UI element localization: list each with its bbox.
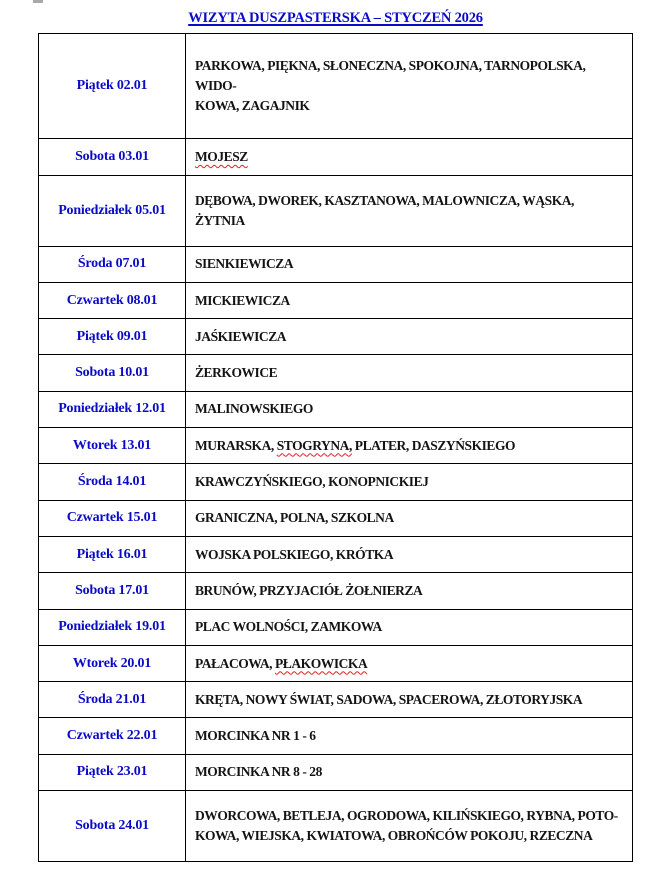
table-row [39,139,633,175]
page-title [38,9,633,27]
table-row [39,718,633,754]
date-cell: Środa 07.01 [39,246,186,282]
date-cell: Czwartek 08.01 [39,282,186,318]
table-row [39,573,633,609]
table-row [39,319,633,355]
date-cell: Sobota 17.01 [39,573,186,609]
schedule-table [38,33,633,862]
table-row [39,246,633,282]
streets-cell: MURARSKA, STOGRYNA, PLATER, DASZYŃSKIEGO [186,428,633,464]
streets-cell: GRANICZNA, POLNA, SZKOLNA [186,500,633,536]
table-row [39,500,633,536]
streets-cell: BRUNÓW, PRZYJACIÓŁ ŻOŁNIERZA [186,573,633,609]
page-edge-artifact [33,0,43,3]
date-cell: Środa 14.01 [39,464,186,500]
date-cell: Piątek 09.01 [39,319,186,355]
streets-cell: KRAWCZYŃSKIEGO, KONOPNICKIEJ [186,464,633,500]
table-row [39,464,633,500]
table-row [39,355,633,391]
streets-cell: KRĘTA, NOWY ŚWIAT, SADOWA, SPACEROWA, ZŁOTORYJSKA [186,682,633,718]
date-cell: Czwartek 22.01 [39,718,186,754]
date-cell: Sobota 10.01 [39,355,186,391]
misspelled-word: STOGRYNA, [276,437,352,453]
table-row [39,428,633,464]
date-cell: Czwartek 15.01 [39,500,186,536]
streets-cell: MORCINKA NR 1 - 6 [186,718,633,754]
streets-cell: MORCINKA NR 8 - 28 [186,754,633,790]
date-cell: Sobota 24.01 [39,791,186,862]
streets-cell: WOJSKA POLSKIEGO, KRÓTKA [186,536,633,572]
streets-cell: PARKOWA, PIĘKNA, SŁONECZNA, SPOKOJNA, TARNOPOLSKA, WIDO- KOWA, ZAGAJNIK [186,34,633,139]
streets-cell: PAŁACOWA, PŁAKOWICKA [186,645,633,681]
table-row [39,282,633,318]
misspelled-word: PŁAKOWICKA [275,655,368,671]
streets-cell: DĘBOWA, DWOREK, KASZTANOWA, MALOWNICZA, WĄSKA, ŻYTNIA [186,175,633,246]
streets-cell: JAŚKIEWICZA [186,319,633,355]
schedule-table-body [39,34,633,862]
table-row [39,175,633,246]
table-row [39,754,633,790]
date-cell: Poniedziałek 19.01 [39,609,186,645]
streets-cell: PLAC WOLNOŚCI, ZAMKOWA [186,609,633,645]
table-row [39,682,633,718]
streets-cell: ŻERKOWICE [186,355,633,391]
date-cell: Piątek 02.01 [39,34,186,139]
date-cell: Sobota 03.01 [39,139,186,175]
page-title-text: WIZYTA DUSZPASTERSKA – STYCZEŃ 2026 [188,10,483,26]
table-row [39,791,633,862]
streets-cell: MALINOWSKIEGO [186,391,633,427]
streets-cell: MICKIEWICZA [186,282,633,318]
table-row [39,609,633,645]
table-row [39,536,633,572]
misspelled-word: MOJESZ [195,149,248,165]
streets-cell: SIENKIEWICZA [186,246,633,282]
table-row [39,391,633,427]
streets-cell: DWORCOWA, BETLEJA, OGRODOWA, KILIŃSKIEGO, RYBNA, POTO- KOWA, WIEJSKA, KWIATOWA, OBROŃCÓW POKOJU, RZECZNA [186,791,633,862]
date-cell: Środa 21.01 [39,682,186,718]
date-cell: Poniedziałek 12.01 [39,391,186,427]
date-cell: Poniedziałek 05.01 [39,175,186,246]
date-cell: Piątek 23.01 [39,754,186,790]
date-cell: Wtorek 20.01 [39,645,186,681]
streets-cell [186,139,633,175]
table-row [39,34,633,139]
date-cell: Piątek 16.01 [39,536,186,572]
date-cell: Wtorek 13.01 [39,428,186,464]
table-row [39,645,633,681]
